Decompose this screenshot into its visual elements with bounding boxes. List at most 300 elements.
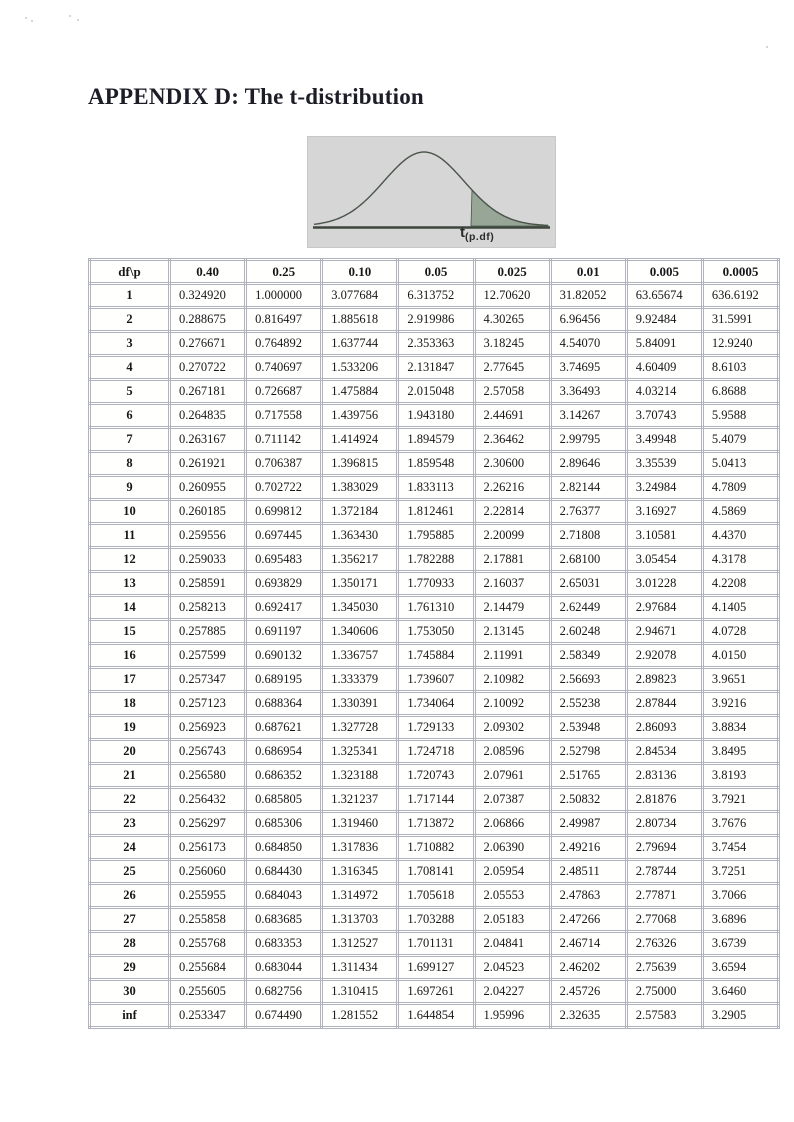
value-cell: 2.20099 [474, 524, 550, 548]
table-row [90, 932, 779, 956]
table-row [90, 308, 779, 332]
table-row [90, 668, 779, 692]
value-cell: 0.257123 [170, 692, 246, 716]
df-cell: 18 [90, 692, 170, 716]
value-cell: 3.6896 [702, 908, 778, 932]
df-cell: 3 [90, 332, 170, 356]
value-cell: 1.770933 [398, 572, 474, 596]
value-cell: 0.255768 [170, 932, 246, 956]
value-cell: 0.257885 [170, 620, 246, 644]
value-cell: 1.310415 [322, 980, 398, 1004]
value-cell: 0.686954 [246, 740, 322, 764]
table-row [90, 284, 779, 308]
value-cell: 2.77871 [626, 884, 702, 908]
value-cell: 2.919986 [398, 308, 474, 332]
value-cell: 5.84091 [626, 332, 702, 356]
value-cell: 0.816497 [246, 308, 322, 332]
value-cell: 1.859548 [398, 452, 474, 476]
table-row [90, 692, 779, 716]
scan-artifact [69, 15, 71, 17]
df-cell: inf [90, 1004, 170, 1028]
value-cell: 12.70620 [474, 284, 550, 308]
column-header: 0.05 [398, 260, 474, 284]
value-cell: 0.683685 [246, 908, 322, 932]
value-cell: 1.833113 [398, 476, 474, 500]
value-cell: 2.60248 [550, 620, 626, 644]
value-cell: 0.256580 [170, 764, 246, 788]
value-cell: 2.46202 [550, 956, 626, 980]
value-cell: 0.276671 [170, 332, 246, 356]
value-cell: 1.894579 [398, 428, 474, 452]
value-cell: 1.316345 [322, 860, 398, 884]
df-cell: 21 [90, 764, 170, 788]
value-cell: 0.255605 [170, 980, 246, 1004]
value-cell: 3.18245 [474, 332, 550, 356]
value-cell: 0.685805 [246, 788, 322, 812]
value-cell: 3.9651 [702, 668, 778, 692]
table-header [90, 260, 779, 284]
value-cell: 0.260955 [170, 476, 246, 500]
value-cell: 2.48511 [550, 860, 626, 884]
value-cell: 2.57583 [626, 1004, 702, 1028]
value-cell: 1.314972 [322, 884, 398, 908]
value-cell: 1.330391 [322, 692, 398, 716]
value-cell: 0.682756 [246, 980, 322, 1004]
value-cell: 3.49948 [626, 428, 702, 452]
value-cell: 2.10092 [474, 692, 550, 716]
corner-header: df\p [90, 260, 170, 284]
value-cell: 1.729133 [398, 716, 474, 740]
value-cell: 2.49216 [550, 836, 626, 860]
table-row [90, 836, 779, 860]
value-cell: 2.49987 [550, 812, 626, 836]
value-cell: 1.753050 [398, 620, 474, 644]
value-cell: 2.58349 [550, 644, 626, 668]
value-cell: 2.76326 [626, 932, 702, 956]
column-header: 0.025 [474, 260, 550, 284]
column-header: 0.0005 [702, 260, 778, 284]
value-cell: 1.710882 [398, 836, 474, 860]
value-cell: 2.53948 [550, 716, 626, 740]
value-cell: 2.14479 [474, 596, 550, 620]
value-cell: 1.713872 [398, 812, 474, 836]
value-cell: 1.95996 [474, 1004, 550, 1028]
column-header: 0.25 [246, 260, 322, 284]
value-cell: 2.56693 [550, 668, 626, 692]
value-cell: 1.439756 [322, 404, 398, 428]
value-cell: 1.703288 [398, 908, 474, 932]
t-distribution-figure [308, 137, 555, 247]
df-cell: 13 [90, 572, 170, 596]
value-cell: 4.03214 [626, 380, 702, 404]
value-cell: 63.65674 [626, 284, 702, 308]
value-cell: 1.705618 [398, 884, 474, 908]
value-cell: 0.702722 [246, 476, 322, 500]
value-cell: 0.256173 [170, 836, 246, 860]
value-cell: 0.674490 [246, 1004, 322, 1028]
value-cell: 2.52798 [550, 740, 626, 764]
value-cell: 3.24984 [626, 476, 702, 500]
value-cell: 4.5869 [702, 500, 778, 524]
value-cell: 0.256743 [170, 740, 246, 764]
value-cell: 3.01228 [626, 572, 702, 596]
value-cell: 3.70743 [626, 404, 702, 428]
value-cell: 0.267181 [170, 380, 246, 404]
value-cell: 3.10581 [626, 524, 702, 548]
df-cell: 20 [90, 740, 170, 764]
value-cell: 2.79694 [626, 836, 702, 860]
value-cell: 4.2208 [702, 572, 778, 596]
df-cell: 11 [90, 524, 170, 548]
figure-label [460, 225, 494, 245]
value-cell: 1.637744 [322, 332, 398, 356]
value-cell: 1.739607 [398, 668, 474, 692]
value-cell: 1.699127 [398, 956, 474, 980]
df-cell: 19 [90, 716, 170, 740]
df-cell: 25 [90, 860, 170, 884]
value-cell: 0.692417 [246, 596, 322, 620]
page-title: APPENDIX D: The t-distribution [88, 84, 424, 109]
value-cell: 0.683044 [246, 956, 322, 980]
value-cell: 5.4079 [702, 428, 778, 452]
value-cell: 2.13145 [474, 620, 550, 644]
value-cell: 6.313752 [398, 284, 474, 308]
scan-artifact [25, 17, 27, 19]
value-cell: 2.353363 [398, 332, 474, 356]
df-cell: 10 [90, 500, 170, 524]
table-row [90, 980, 779, 1004]
value-cell: 4.1405 [702, 596, 778, 620]
value-cell: 0.684043 [246, 884, 322, 908]
value-cell: 0.255858 [170, 908, 246, 932]
value-cell: 0.258591 [170, 572, 246, 596]
value-cell: 4.30265 [474, 308, 550, 332]
value-cell: 3.6460 [702, 980, 778, 1004]
value-cell: 1.734064 [398, 692, 474, 716]
value-cell: 0.253347 [170, 1004, 246, 1028]
value-cell: 2.55238 [550, 692, 626, 716]
df-cell: 7 [90, 428, 170, 452]
value-cell: 2.015048 [398, 380, 474, 404]
value-cell: 0.688364 [246, 692, 322, 716]
value-cell: 0.685306 [246, 812, 322, 836]
figure-label-subscript: (p.df) [465, 231, 495, 243]
value-cell: 3.7454 [702, 836, 778, 860]
scan-artifact [31, 20, 33, 22]
value-cell: 1.701131 [398, 932, 474, 956]
table-row [90, 860, 779, 884]
value-cell: 0.257599 [170, 644, 246, 668]
value-cell: 1.533206 [322, 356, 398, 380]
df-cell: 8 [90, 452, 170, 476]
value-cell: 1.717144 [398, 788, 474, 812]
value-cell: 3.7251 [702, 860, 778, 884]
value-cell: 3.8495 [702, 740, 778, 764]
value-cell: 0.693829 [246, 572, 322, 596]
value-cell: 31.5991 [702, 308, 778, 332]
value-cell: 636.6192 [702, 284, 778, 308]
value-cell: 0.764892 [246, 332, 322, 356]
value-cell: 1.311434 [322, 956, 398, 980]
table-row [90, 404, 779, 428]
column-header: 0.40 [170, 260, 246, 284]
value-cell: 2.04227 [474, 980, 550, 1004]
value-cell: 3.7921 [702, 788, 778, 812]
value-cell: 4.60409 [626, 356, 702, 380]
df-cell: 6 [90, 404, 170, 428]
value-cell: 0.699812 [246, 500, 322, 524]
value-cell: 0.687621 [246, 716, 322, 740]
value-cell: 1.333379 [322, 668, 398, 692]
value-cell: 0.690132 [246, 644, 322, 668]
figure-label-t: t [460, 224, 465, 241]
value-cell: 2.44691 [474, 404, 550, 428]
value-cell: 2.81876 [626, 788, 702, 812]
df-cell: 17 [90, 668, 170, 692]
value-cell: 2.131847 [398, 356, 474, 380]
value-cell: 1.336757 [322, 644, 398, 668]
value-cell: 2.30600 [474, 452, 550, 476]
table-row [90, 884, 779, 908]
table-row [90, 524, 779, 548]
value-cell: 2.32635 [550, 1004, 626, 1028]
value-cell: 2.84534 [626, 740, 702, 764]
value-cell: 1.321237 [322, 788, 398, 812]
value-cell: 0.256432 [170, 788, 246, 812]
df-cell: 1 [90, 284, 170, 308]
value-cell: 1.885618 [322, 308, 398, 332]
value-cell: 0.717558 [246, 404, 322, 428]
value-cell: 4.0150 [702, 644, 778, 668]
value-cell: 4.54070 [550, 332, 626, 356]
value-cell: 3.8193 [702, 764, 778, 788]
value-cell: 4.7809 [702, 476, 778, 500]
scan-artifact [766, 46, 768, 48]
value-cell: 2.77645 [474, 356, 550, 380]
value-cell: 0.706387 [246, 452, 322, 476]
value-cell: 2.68100 [550, 548, 626, 572]
shaded-tail [471, 190, 548, 226]
value-cell: 1.761310 [398, 596, 474, 620]
value-cell: 0.256297 [170, 812, 246, 836]
df-cell: 23 [90, 812, 170, 836]
table-row [90, 620, 779, 644]
table-row [90, 452, 779, 476]
value-cell: 0.255684 [170, 956, 246, 980]
value-cell: 0.255955 [170, 884, 246, 908]
value-cell: 1.313703 [322, 908, 398, 932]
value-cell: 0.256060 [170, 860, 246, 884]
value-cell: 1.372184 [322, 500, 398, 524]
value-cell: 1.281552 [322, 1004, 398, 1028]
value-cell: 3.6739 [702, 932, 778, 956]
value-cell: 0.257347 [170, 668, 246, 692]
table-row [90, 500, 779, 524]
table-row [90, 356, 779, 380]
value-cell: 2.87844 [626, 692, 702, 716]
value-cell: 0.264835 [170, 404, 246, 428]
df-cell: 26 [90, 884, 170, 908]
value-cell: 2.99795 [550, 428, 626, 452]
value-cell: 2.80734 [626, 812, 702, 836]
value-cell: 2.08596 [474, 740, 550, 764]
value-cell: 2.09302 [474, 716, 550, 740]
value-cell: 2.05183 [474, 908, 550, 932]
value-cell: 0.258213 [170, 596, 246, 620]
table-row [90, 548, 779, 572]
value-cell: 0.324920 [170, 284, 246, 308]
value-cell: 2.83136 [626, 764, 702, 788]
value-cell: 2.16037 [474, 572, 550, 596]
column-header: 0.10 [322, 260, 398, 284]
bell-curve [314, 152, 548, 225]
value-cell: 1.000000 [246, 284, 322, 308]
value-cell: 1.323188 [322, 764, 398, 788]
df-cell: 29 [90, 956, 170, 980]
value-cell: 1.340606 [322, 620, 398, 644]
table-row [90, 764, 779, 788]
scan-artifact [77, 19, 79, 21]
value-cell: 1.745884 [398, 644, 474, 668]
table-row [90, 572, 779, 596]
value-cell: 0.270722 [170, 356, 246, 380]
value-cell: 1.396815 [322, 452, 398, 476]
table-row [90, 644, 779, 668]
value-cell: 0.726687 [246, 380, 322, 404]
value-cell: 2.10982 [474, 668, 550, 692]
value-cell: 3.36493 [550, 380, 626, 404]
column-header: 0.005 [626, 260, 702, 284]
value-cell: 6.96456 [550, 308, 626, 332]
header-row [90, 260, 779, 284]
value-cell: 3.14267 [550, 404, 626, 428]
value-cell: 2.78744 [626, 860, 702, 884]
value-cell: 1.383029 [322, 476, 398, 500]
value-cell: 2.22814 [474, 500, 550, 524]
value-cell: 3.7676 [702, 812, 778, 836]
value-cell: 2.94671 [626, 620, 702, 644]
value-cell: 2.06866 [474, 812, 550, 836]
df-cell: 30 [90, 980, 170, 1004]
value-cell: 0.288675 [170, 308, 246, 332]
value-cell: 1.325341 [322, 740, 398, 764]
value-cell: 9.92484 [626, 308, 702, 332]
df-cell: 14 [90, 596, 170, 620]
value-cell: 2.57058 [474, 380, 550, 404]
value-cell: 2.17881 [474, 548, 550, 572]
value-cell: 2.97684 [626, 596, 702, 620]
value-cell: 2.50832 [550, 788, 626, 812]
value-cell: 0.689195 [246, 668, 322, 692]
value-cell: 1.943180 [398, 404, 474, 428]
value-cell: 1.697261 [398, 980, 474, 1004]
table-row [90, 596, 779, 620]
value-cell: 1.363430 [322, 524, 398, 548]
table-row [90, 332, 779, 356]
value-cell: 0.740697 [246, 356, 322, 380]
value-cell: 2.89646 [550, 452, 626, 476]
value-cell: 3.9216 [702, 692, 778, 716]
value-cell: 1.317836 [322, 836, 398, 860]
df-cell: 12 [90, 548, 170, 572]
value-cell: 2.76377 [550, 500, 626, 524]
value-cell: 1.350171 [322, 572, 398, 596]
value-cell: 1.708141 [398, 860, 474, 884]
value-cell: 1.724718 [398, 740, 474, 764]
value-cell: 2.46714 [550, 932, 626, 956]
value-cell: 2.77068 [626, 908, 702, 932]
value-cell: 2.65031 [550, 572, 626, 596]
value-cell: 31.82052 [550, 284, 626, 308]
bell-curve-plot [308, 137, 555, 247]
value-cell: 2.07387 [474, 788, 550, 812]
value-cell: 0.261921 [170, 452, 246, 476]
df-cell: 4 [90, 356, 170, 380]
t-distribution-table [88, 258, 780, 1029]
value-cell: 2.71808 [550, 524, 626, 548]
value-cell: 3.8834 [702, 716, 778, 740]
value-cell: 2.36462 [474, 428, 550, 452]
value-cell: 0.259556 [170, 524, 246, 548]
table-body [90, 284, 779, 1028]
value-cell: 4.0728 [702, 620, 778, 644]
df-cell: 16 [90, 644, 170, 668]
value-cell: 2.75000 [626, 980, 702, 1004]
table-row [90, 476, 779, 500]
value-cell: 0.684430 [246, 860, 322, 884]
value-cell: 1.782288 [398, 548, 474, 572]
value-cell: 2.51765 [550, 764, 626, 788]
value-cell: 1.319460 [322, 812, 398, 836]
table-row [90, 428, 779, 452]
value-cell: 8.6103 [702, 356, 778, 380]
table-row [90, 956, 779, 980]
value-cell: 0.711142 [246, 428, 322, 452]
df-cell: 24 [90, 836, 170, 860]
value-cell: 5.0413 [702, 452, 778, 476]
df-cell: 15 [90, 620, 170, 644]
value-cell: 1.475884 [322, 380, 398, 404]
value-cell: 1.812461 [398, 500, 474, 524]
value-cell: 0.260185 [170, 500, 246, 524]
value-cell: 4.4370 [702, 524, 778, 548]
value-cell: 1.312527 [322, 932, 398, 956]
value-cell: 1.795885 [398, 524, 474, 548]
df-cell: 22 [90, 788, 170, 812]
value-cell: 2.04523 [474, 956, 550, 980]
value-cell: 2.11991 [474, 644, 550, 668]
value-cell: 3.16927 [626, 500, 702, 524]
value-cell: 4.3178 [702, 548, 778, 572]
value-cell: 6.8688 [702, 380, 778, 404]
value-cell: 1.345030 [322, 596, 398, 620]
value-cell: 0.697445 [246, 524, 322, 548]
df-cell: 2 [90, 308, 170, 332]
value-cell: 1.644854 [398, 1004, 474, 1028]
value-cell: 0.695483 [246, 548, 322, 572]
df-cell: 9 [90, 476, 170, 500]
df-cell: 5 [90, 380, 170, 404]
column-header: 0.01 [550, 260, 626, 284]
value-cell: 3.7066 [702, 884, 778, 908]
value-cell: 2.06390 [474, 836, 550, 860]
value-cell: 3.74695 [550, 356, 626, 380]
value-cell: 0.691197 [246, 620, 322, 644]
value-cell: 0.259033 [170, 548, 246, 572]
value-cell: 3.6594 [702, 956, 778, 980]
value-cell: 2.47266 [550, 908, 626, 932]
value-cell: 0.683353 [246, 932, 322, 956]
